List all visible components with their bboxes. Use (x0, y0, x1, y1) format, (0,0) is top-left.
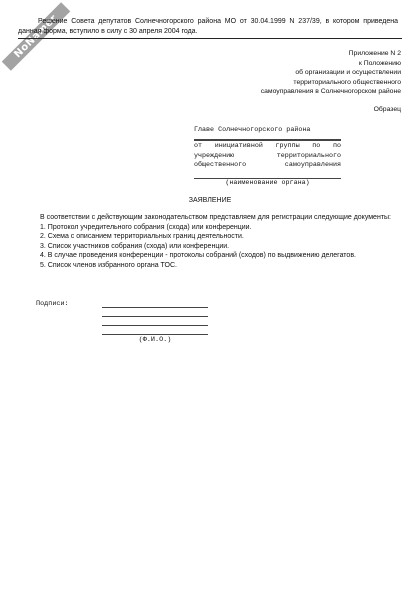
from-text: от инициативной группы по по учреждению территориального общественного самоуправления (194, 142, 341, 170)
list-item: 1. Протокол учредительного собрания (схода) или конференции. (40, 223, 252, 231)
list-item: 2. Схема с описанием территориальных границ деятельности. (40, 233, 244, 240)
from-block (194, 140, 341, 188)
list-item: 5. Список членов избранного органа ТОС. (40, 261, 177, 269)
appendix-line: Приложение N 2 (348, 50, 401, 57)
list-item: 4. В случае проведения конференции - протоколы собраний (сходов) по выдвижению делегатов. (40, 252, 356, 259)
signatures-label: Подписи: (36, 300, 69, 308)
appendix-line: самоуправления в Солнечногорском районе (260, 88, 401, 96)
org-name-caption: (наименование органа) (225, 178, 310, 187)
appendix-line: об организации и осуществлении (295, 69, 401, 77)
signature-line (102, 325, 208, 334)
document-title: ЗАЯВЛЕНИЕ (188, 197, 232, 204)
appendix-block (201, 49, 401, 97)
preamble-note: Решение Совета депутатов Солнечногорского района МО от 30.04.1999 N 237/39, в котором приведена данная форма, вступило в силу с 30 апреля 2004 года. (18, 18, 398, 35)
watermark-logo: NoNamer (2, 2, 71, 71)
addressee-block (194, 126, 341, 140)
sample-label: Образец (373, 106, 401, 113)
appendix-line: к Положению (358, 59, 401, 67)
header-divider (18, 38, 402, 39)
fio-caption: (Ф.И.О.) (138, 336, 172, 344)
signature-line (102, 307, 208, 316)
signature-line (102, 316, 208, 325)
appendix-line: территориального общественного (293, 78, 401, 86)
document-body (18, 213, 398, 270)
list-item: 3. Список участников собрания (схода) или конференции. (40, 242, 230, 250)
addressee-text: Главе Солнечногорского района (194, 126, 341, 140)
body-intro: В соответствии с действующим законодательством представляем для регистрации следующие документы: (40, 214, 392, 221)
